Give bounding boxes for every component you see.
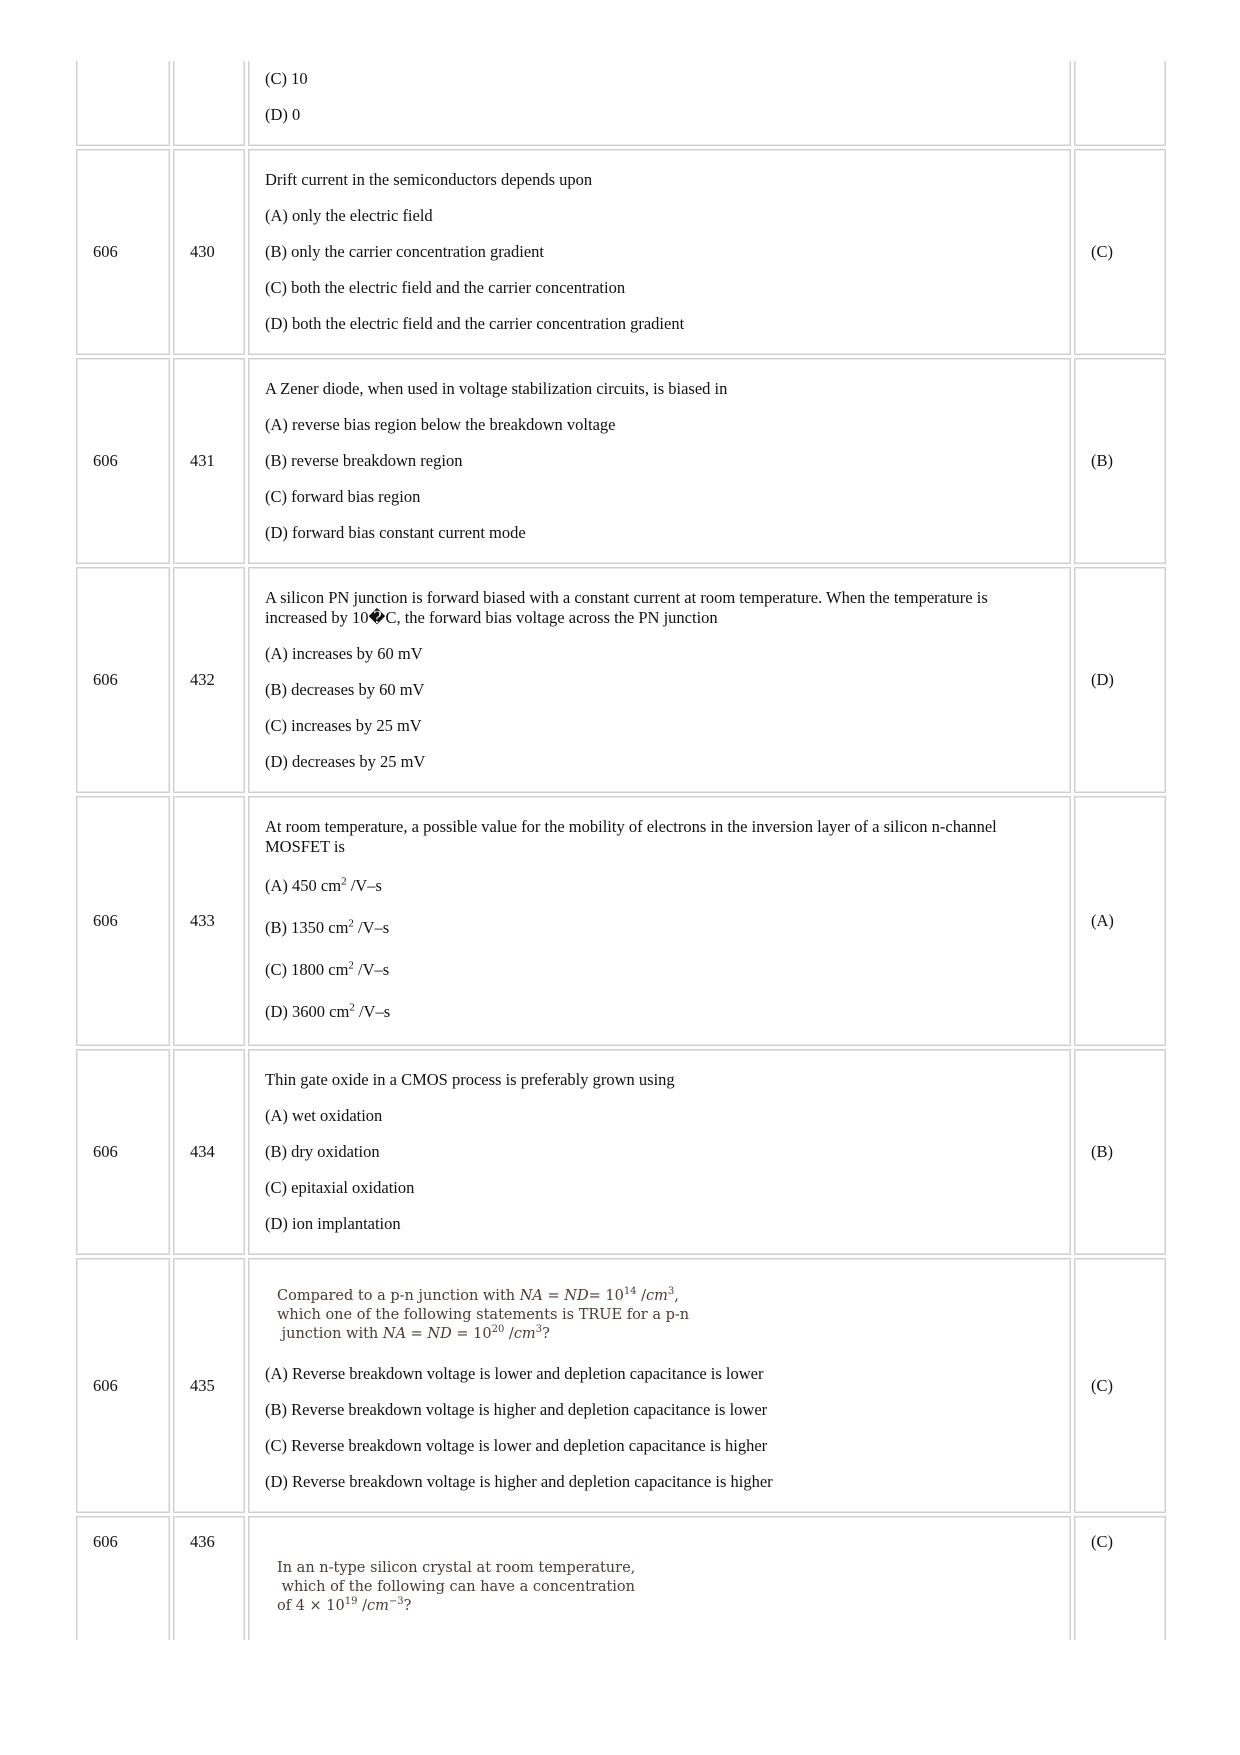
question-image-line: Compared to a p-n junction with NA = $ND= 10^{14}$ $/cm^3$, [277, 1286, 679, 1304]
option-b: (B) only the carrier concentration gradient [265, 242, 545, 261]
table-row [76, 61, 1166, 146]
answer-cell: (C) [1074, 149, 1166, 355]
answer-cell: (B) [1074, 358, 1166, 564]
paper-code-cell: 606 [76, 358, 170, 564]
option-c: (C) forward bias region [265, 487, 421, 506]
question-cell [248, 1049, 1071, 1255]
option-d: (D) both the electric field and the carrier concentration gradient [265, 314, 685, 333]
option-c: (C) Reverse breakdown voltage is lower and depletion capacitance is higher [265, 1436, 768, 1455]
table-row [76, 1258, 1166, 1513]
answer-cell: (C) [1074, 1258, 1166, 1513]
option-unit: /V–s [346, 876, 382, 895]
option-unit: /V–s [353, 918, 390, 937]
question-text: A Zener diode, when used in voltage stabilization circuits, is biased in [265, 379, 728, 398]
answer-cell [1074, 61, 1166, 146]
table-row [76, 796, 1166, 1046]
table-row [76, 1049, 1166, 1255]
question-number-cell: 435 [173, 1258, 245, 1513]
option-d: (D) 0 [265, 105, 301, 124]
option-value: (D) 3600 cm [265, 1002, 350, 1021]
table-row [76, 358, 1166, 564]
question-number-cell: 436 [173, 1516, 245, 1640]
option-d: (D) ion implantation [265, 1214, 401, 1233]
answer-cell: (A) [1074, 796, 1166, 1046]
question-cell [248, 149, 1071, 355]
option-d: (D) forward bias constant current mode [265, 523, 526, 542]
paper-code-cell: 606 [76, 1049, 170, 1255]
answer-cell: (D) [1074, 567, 1166, 793]
question-number-cell: 431 [173, 358, 245, 564]
paper-code-cell: 606 [76, 1516, 170, 1640]
question-image-line: junction with NA = ND = $10^{20}$ $/cm^3$? [277, 1324, 550, 1342]
option-c: (C) epitaxial oxidation [265, 1178, 415, 1197]
question-image [265, 1271, 1054, 1356]
option-a: (A) Reverse breakdown voltage is lower and depletion capacitance is lower [265, 1364, 764, 1383]
option-c: (C) 10 [265, 69, 308, 88]
answer-cell: (B) [1074, 1049, 1166, 1255]
paper-code-cell: 606 [76, 1258, 170, 1513]
option-a: (A) reverse bias region below the breakdown voltage [265, 415, 616, 434]
question-number-cell: 430 [173, 149, 245, 355]
option-d: (D) Reverse breakdown voltage is higher and depletion capacitance is higher [265, 1472, 773, 1491]
question-cell [248, 61, 1071, 146]
paper-code-cell [76, 61, 170, 146]
option-a: (A) wet oxidation [265, 1106, 383, 1125]
option-c: (C) increases by 25 mV [265, 716, 422, 735]
option-b: (B) decreases by 60 mV [265, 680, 425, 699]
option-a: (A) only the electric field [265, 206, 433, 225]
paper-code-cell: 606 [76, 567, 170, 793]
question-image-line: which one of the following statements is TRUE for a p-n [277, 1307, 690, 1323]
question-cell [248, 358, 1071, 564]
question-image-line: which of the following can have a concentration [277, 1579, 636, 1595]
question-image-line: of $4 \times 10^{19}$ $/cm^{-3}$? [277, 1596, 412, 1614]
table-row [76, 1516, 1166, 1640]
option-unit: /V–s [353, 960, 390, 979]
option-a: (A) increases by 60 mV [265, 644, 423, 663]
option-d [265, 991, 1054, 1033]
table-row [76, 149, 1166, 355]
table-row [76, 567, 1166, 793]
question-image-line: In an n-type silicon crystal at room temperature, [277, 1560, 636, 1576]
question-text: Drift current in the semiconductors depends upon [265, 170, 593, 189]
question-number-cell: 432 [173, 567, 245, 793]
unit-exponent: 2 [341, 875, 347, 888]
question-number-cell [173, 61, 245, 146]
question-number-cell: 433 [173, 796, 245, 1046]
question-text: A silicon PN junction is forward biased with a constant current at room temperature. When the temperature is increased by 10�C, the forward bias voltage across the PN junction [265, 588, 988, 627]
question-cell [248, 567, 1071, 793]
unit-exponent: 2 [348, 917, 354, 930]
question-cell [248, 1258, 1071, 1513]
paper-code-cell: 606 [76, 796, 170, 1046]
option-c: (C) both the electric field and the carrier concentration [265, 278, 626, 297]
question-cell [248, 796, 1071, 1046]
unit-exponent: 2 [348, 959, 354, 972]
option-b: (B) reverse breakdown region [265, 451, 463, 470]
paper-code-cell: 606 [76, 149, 170, 355]
question-table [73, 58, 1169, 1643]
option-unit: /V–s [354, 1002, 391, 1021]
question-text: At room temperature, a possible value for the mobility of electrons in the inversion layer of a silicon n-channel MOSFET is [265, 817, 997, 856]
option-a [265, 865, 1054, 907]
question-text: Thin gate oxide in a CMOS process is preferably grown using [265, 1070, 675, 1089]
option-b [265, 907, 1054, 949]
option-value: (C) 1800 cm [265, 960, 349, 979]
unit-exponent: 2 [349, 1001, 355, 1014]
option-b: (B) Reverse breakdown voltage is higher and depletion capacitance is lower [265, 1400, 768, 1419]
question-image [265, 1545, 1054, 1628]
question-cell [248, 1516, 1071, 1640]
option-value: (A) 450 cm [265, 876, 342, 895]
answer-cell: (C) [1074, 1516, 1166, 1640]
option-value: (B) 1350 cm [265, 918, 349, 937]
option-d: (D) decreases by 25 mV [265, 752, 426, 771]
option-b: (B) dry oxidation [265, 1142, 380, 1161]
question-number-cell: 434 [173, 1049, 245, 1255]
option-c [265, 949, 1054, 991]
